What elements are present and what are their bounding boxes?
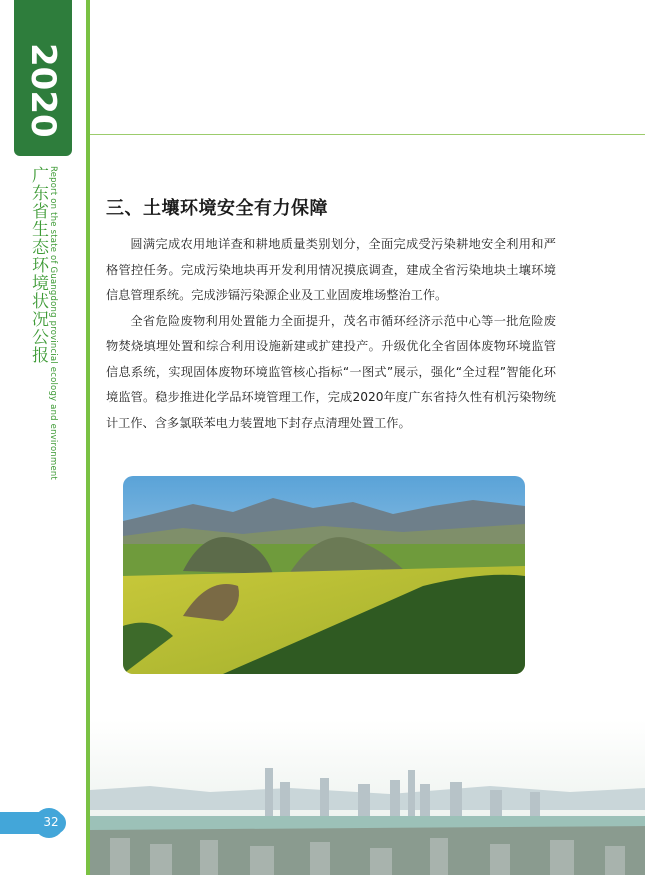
landscape-photo bbox=[123, 476, 525, 674]
page-number: 32 bbox=[43, 815, 59, 829]
report-title-english: Report on the state of Guangdong provincial ecology and environment bbox=[48, 166, 58, 481]
header-rule bbox=[90, 134, 645, 135]
city-skyline-photo bbox=[90, 720, 645, 875]
sidebar bbox=[0, 0, 86, 875]
report-title: 广东省生态环境状况公报 bbox=[28, 166, 48, 364]
section-body bbox=[106, 232, 556, 436]
paragraph: 圆满完成农用地详查和耕地质量类别划分，全面完成受污染耕地安全利用和严格管控任务。完成污染地块再开发利用情况摸底调查，建成全省污染地块土壤环境信息管理系统。完成涉镉污染源企业及工业固废堆场整治工作。 bbox=[106, 237, 556, 302]
report-year: 2020 bbox=[23, 42, 63, 138]
city-skyline-illustration bbox=[90, 720, 645, 875]
karst-landscape-illustration bbox=[123, 476, 525, 674]
section-heading: 三、土壤环境安全有力保障 bbox=[106, 198, 328, 219]
paragraph: 全省危险废物利用处置能力全面提升，茂名市循环经济示范中心等一批危险废物焚烧填埋处置和综合利用设施新建或扩建投产。升级优化全省固体废物环境监管信息系统，实现固体废物环境监管核心指标“一图式”展示，强化“全过程”智能化环境监管。稳步推进化学品环境管理工作，完成2020年度广东省持久性有机污染物统计工作、含多氯联苯电力装置地下封存点清理处置工作。 bbox=[106, 313, 556, 430]
